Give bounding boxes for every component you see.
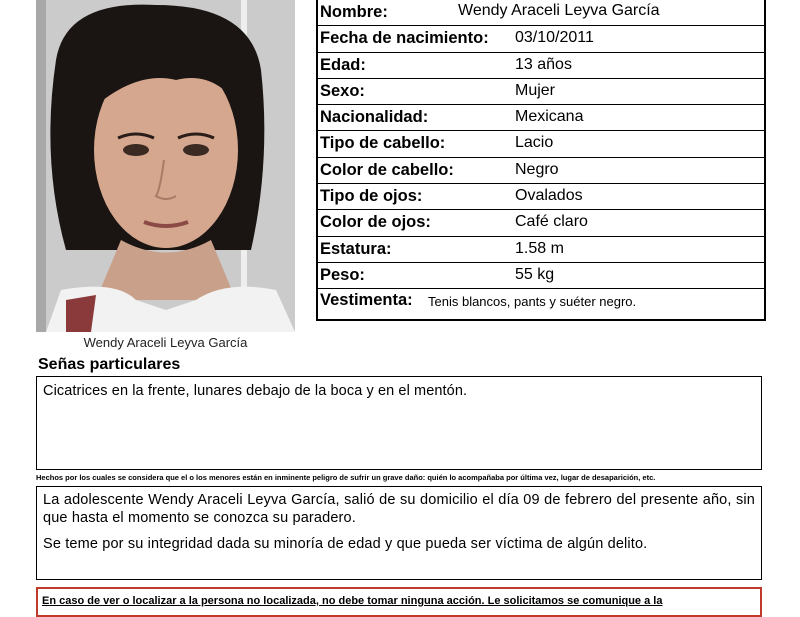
label-tipo-ojos: Tipo de ojos: [320,187,423,206]
alert-text: En caso de ver o localizar a la persona no localizada, no debe tomar ninguna acción. Le solicitamos se comunique a la [42,595,663,607]
value-color-ojos: Café claro [515,213,588,231]
row-tipo-cabello [318,131,764,157]
label-tipo-cabello: Tipo de cabello: [320,134,446,153]
row-vestimenta [318,289,764,319]
value-nombre: Wendy Araceli Leyva García [458,2,660,19]
value-nacionalidad: Mexicana [515,108,584,126]
label-peso: Peso: [320,265,365,284]
row-sexo [318,79,764,105]
label-nombre: Nombre: [320,3,388,21]
missing-person-photo [36,0,295,332]
value-fecha-nacimiento: 03/10/2011 [515,29,594,47]
photo-caption: Wendy Araceli Leyva García [83,335,248,350]
hechos-label: Hechos por los cuales se considera que el o los menores están en inminente peligro de sufrir un grave daño: quién lo acompañaba por última vez, lugar de desaparición, etc. [36,473,656,482]
label-vestimenta: Vestimenta: [320,291,413,310]
value-estatura: 1.58 m [515,239,564,257]
senas-box [36,376,762,470]
label-color-ojos: Color de ojos: [320,213,431,232]
label-sexo: Sexo: [320,81,365,100]
label-estatura: Estatura: [320,239,392,258]
senas-text: Cicatrices en la frente, lunares debajo de la boca y en el mentón. [43,383,468,399]
value-color-cabello: Negro [515,160,559,178]
label-edad: Edad: [320,55,366,74]
personal-data-table [316,0,766,321]
row-color-cabello [318,158,764,184]
value-tipo-ojos: Ovalados [515,187,583,205]
row-nacionalidad [318,105,764,131]
hechos-paragraph-1: La adolescente Wendy Araceli Leyva García, salió de su domicilio el día 09 de febrero del presente año, sin que hasta el momento se conozca su paradero. [43,492,755,526]
row-color-ojos [318,210,764,236]
value-peso: 55 kg [515,265,555,283]
value-vestimenta: Tenis blancos, pants y suéter negro. [428,294,637,310]
hechos-paragraph-2: Se teme por su integridad dada su minoría de edad y que pueda ser víctima de algún delito. [43,536,648,552]
value-sexo: Mujer [515,81,556,99]
label-fecha-nacimiento: Fecha de nacimiento: [320,29,489,48]
row-tipo-ojos [318,184,764,210]
label-color-cabello: Color de cabello: [320,160,454,179]
row-nombre [318,0,764,26]
row-fecha-nacimiento [318,26,764,52]
value-tipo-cabello: Lacio [515,134,554,152]
row-peso [318,263,764,289]
row-estatura [318,237,764,263]
label-nacionalidad: Nacionalidad: [320,108,429,127]
alert-box [36,587,762,617]
senas-title: Señas particulares [38,356,181,373]
hechos-box [36,486,762,580]
value-edad: 13 años [515,55,572,73]
row-edad [318,53,764,79]
